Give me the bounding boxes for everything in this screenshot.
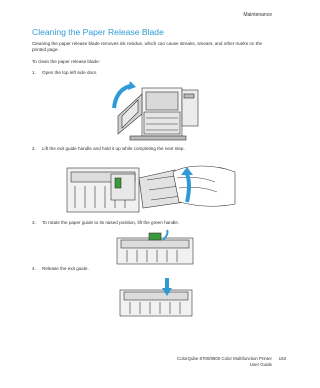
- intro-paragraph: Cleaning the paper release blade removes ink residue, which can cause streaks, smears, and other marks on the printed page.: [32, 41, 263, 52]
- step-text: Open the top left side door.: [42, 70, 98, 75]
- step-text: Lift the exit guide handle and hold it up while completing the next step.: [42, 146, 185, 151]
- exit-guide-lift-figure: [65, 158, 240, 216]
- step-2: [32, 146, 268, 154]
- step-number: 2.: [32, 146, 36, 151]
- step-number: 3.: [32, 220, 36, 225]
- step-4: [32, 266, 268, 274]
- page-number: 163: [278, 356, 286, 361]
- footer-doc: User Guide: [249, 362, 272, 367]
- release-exit-guide-figure: [118, 276, 194, 318]
- footer-product: ColorQube 8700/8900 Color Multifunction Printer: [177, 356, 272, 361]
- step-1: [32, 70, 268, 78]
- hand-icon: [173, 166, 235, 206]
- procedure-subheading: To clean the paper release blade:: [32, 59, 100, 64]
- running-header: Maintenance: [243, 12, 272, 18]
- step-text: Release the exit guide.: [42, 266, 89, 271]
- page-title: Cleaning the Paper Release Blade: [32, 27, 164, 37]
- printer-open-door-figure: [100, 80, 210, 142]
- step-3: [32, 220, 268, 228]
- step-text: To rotate the paper guide to its raised position, lift the green handle.: [42, 220, 180, 225]
- step-number: 4.: [32, 266, 36, 271]
- green-handle-figure: [115, 230, 195, 266]
- step-number: 1.: [32, 70, 36, 75]
- lift-arrow-icon: [187, 174, 189, 202]
- door-arrow-icon: [114, 86, 130, 108]
- page-footer: [177, 356, 286, 368]
